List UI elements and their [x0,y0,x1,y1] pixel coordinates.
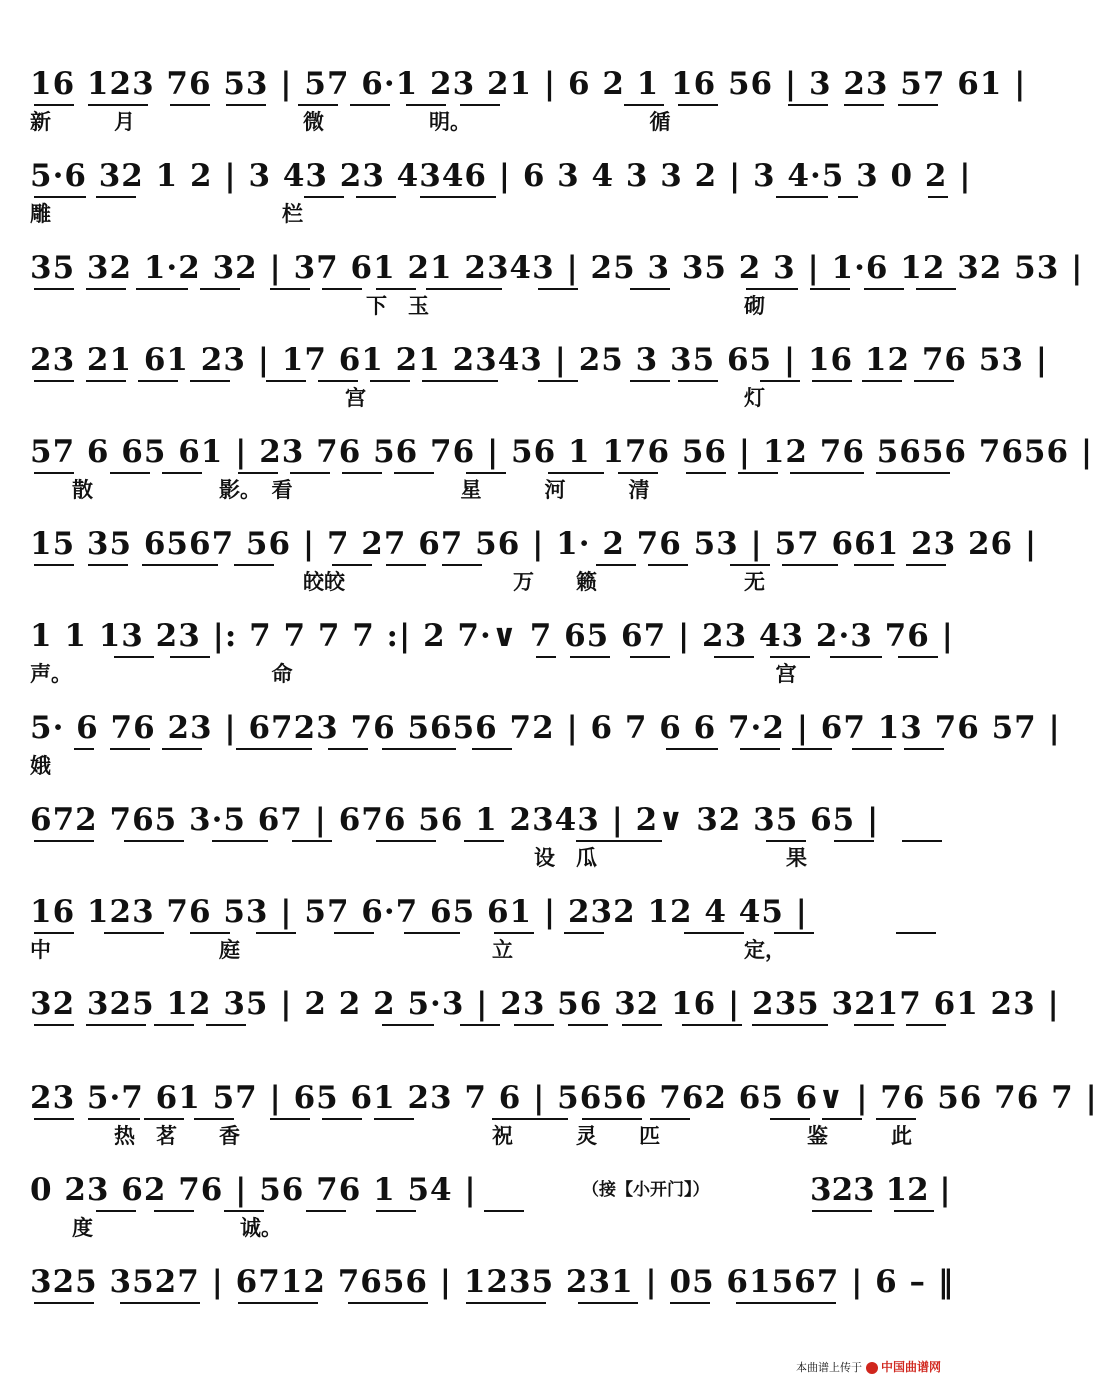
notation-line: 325 3527 | 6712 7656 | 1235 231 | 05 61567 | 6 – ‖ [30,1264,955,1300]
notation-line: 35 32 1·2 32 | 37 61 21 2343 | 25 3 35 2 3 | 1·6 12 32 53 | [30,250,1084,286]
notation-line: 23 5·7 61 57 | 65 61 23 7 6 | 5656 762 65 6∨ | 76 56 76 7 | [30,1080,1098,1116]
lyric-line: 下 玉 砌 [30,293,765,318]
site-logo-icon [866,1362,878,1374]
notation-line: 0 23 62 76 | 56 76 1 54 | [30,1172,477,1208]
lyric-line: 热 茗 香 祝 灵 匹 鉴 此 [30,1123,912,1148]
notation-line: 57 6 65 61 | 23 76 56 76 | 56 1 176 56 | 12 76 5656 7656 | [30,434,1094,470]
lyric-line: 娥 [30,753,51,778]
lyric-line: 声。 命 宫 [30,661,797,686]
lyric-line: 皎皎 万 籁 无 [30,569,765,594]
notation-line: 1 1 13 23 |: 7 7 7 7 :| 2 7·∨ 7 65 67 | 23 43 2·3 76 | [30,618,954,654]
continuation-remark: （接【小开门】） [582,1180,710,1200]
notation-line: 32 325 12 35 | 2 2 2 5·3 | 23 56 32 16 | 235 3217 61 23 | [30,986,1060,1022]
notation-line: 16 123 76 53 | 57 6·1 23 21 | 6 2 1 16 56 | 3 23 57 61 | [30,66,1027,102]
notation-line: 5· 6 76 23 | 6723 76 5656 72 | 6 7 6 6 7·2 | 67 13 76 57 | [30,710,1061,746]
site-brand[interactable]: 中国曲谱网 [881,1360,942,1374]
lyric-line: 度 诚。 [30,1215,282,1240]
lyric-line [30,1306,975,1334]
notation-line: 672 765 3·5 67 | 676 56 1 2343 | 2∨ 32 35 65 | [30,802,880,838]
notation-line: 16 123 76 53 | 57 6·7 65 61 | 232 12 4 45 | [30,894,808,930]
lyric-line: 宫 灯 [30,385,765,410]
footer-text: 本曲谱上传于 [796,1361,862,1374]
lyric-line: 散 影。 看 星 河 清 [30,477,650,502]
notation-line: 5·6 32 1 2 | 3 43 23 4346 | 6 3 4 3 3 2 | 3 4·5 3 0 2 | [30,158,972,194]
lyric-line: 中 庭 立 定， [30,937,786,962]
notation-line: 23 21 61 23 | 17 61 21 2343 | 25 3 35 65 | 16 12 76 53 | [30,342,1048,378]
lyric-line: 设 瓜 果 [30,845,807,870]
lyric-line [30,1028,975,1056]
lyric-line: 雕 栏 [30,201,303,226]
upload-footer [796,1354,986,1380]
lyric-line: 新 月 微 明。 循 [30,109,671,134]
notation-line: 15 35 6567 56 | 7 27 67 56 | 1· 2 76 53 | 57 661 23 26 | [30,526,1038,562]
notation-tail: 323 12 | [810,1172,951,1208]
